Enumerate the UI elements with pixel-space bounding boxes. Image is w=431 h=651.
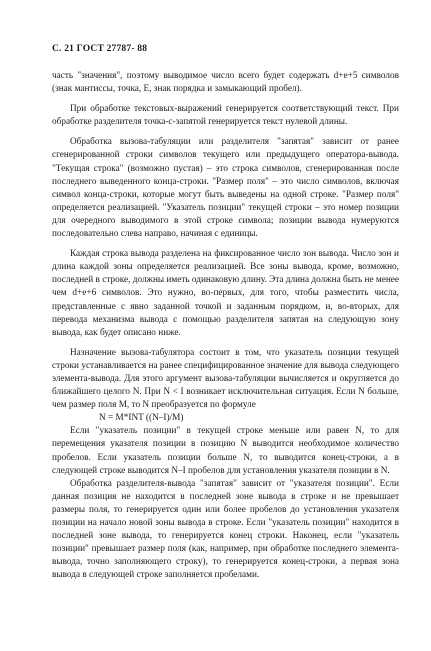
body-text: [52, 70, 399, 582]
paragraph: часть "значения", поэтому выводимое число всего будет содержать d+e+5 символов (знак мантиссы, точка, E, знак порядка и замыкающий пробел).: [52, 71, 399, 95]
paragraph: При обработке текстовых-выражений генерируется соответствующий текст. При обработке разделителя точка-с-запятой генерируется текст нулевой длины.: [52, 104, 399, 128]
paragraph: Если "указатель позиции" в текущей строке меньше или равен N, то для перемещения указателя позиции в позицию N выводится необходимое количество пробелов. Если указатель позиции больше N, то выводится конец-строки, а в следующей строке выводится N–I пробелов для установления указателя позиции в N.: [52, 426, 399, 476]
formula: N = M*INT ((N–I)/M): [99, 413, 184, 424]
paragraph: Каждая строка вывода разделена на фиксированное число зон вывода. Число зон и длина каждой зоны определяется реализацией. Все зоны вывода, кроме, возможно, последней в строке, должны иметь одинаковую длину. Эта длина должна быть не менее чем d+e+6 символов. Это нужно, во-первых, для того, чтобы разместить числа, представленные с явно заданной точкой и заданным порядком, и, во-вторых, для перевода механизма вывода с помощью разделителя запятая на следующую зону вывода, как будет описано ниже.: [52, 249, 399, 338]
paragraph: Обработка вызова-табуляции или разделителя "запятая" зависит от ранее сгенерированной строки символов текущего или предыдущего оператора-вывода. "Текущая строка" (возможно пустая) – это строка символов, сгенерированная после последнего выведенного конца-строки. "Размер поля" – это число символов, включая символ конца-строки, которые могут быть выведены на одной строке. "Размер поля" определяется реализацией. "Указатель позиции" текущей строки – это номер позиции для очередного выводимого в этой строке символа; позиции вывода нумеруются последовательно слева направо, начиная с единицы.: [52, 137, 399, 240]
paragraph: Обработка разделителя-вывода "запятая" зависит от "указателя позиции". Если данная позиция не находится в последней зоне вывода в строке и не превышает размеры поля, то генерируется один или более пробелов до установления указателя позиции на начало новой зоны вывода в строке. Если "указатель позиции" находится в последней зоне вывода, то генерируется конец строки. Наконец, если "указатель позиции" превышает размер поля (как, например, при обработке последнего элемента-вывода, точно заполняющего строку), то генерируется конец-строки, а первая зона вывода в следующей строке заполняется пробелами.: [52, 478, 399, 581]
paragraph: Назначение вызова-табулятора состоит в том, что указатель позиции текущей строки устанавливается на ранее специфицированное значение для вывода следующего элемента-вывода. Для этого аргумент вызова-табуляции вычисляется и округляется до ближайшего целого N. При N < I возникает исключительная ситуация. Если N больше, чем размер поля M, то N преобразуется по формуле: [52, 347, 399, 411]
page-header: С. 21 ГОСТ 27787- 88: [52, 44, 148, 54]
